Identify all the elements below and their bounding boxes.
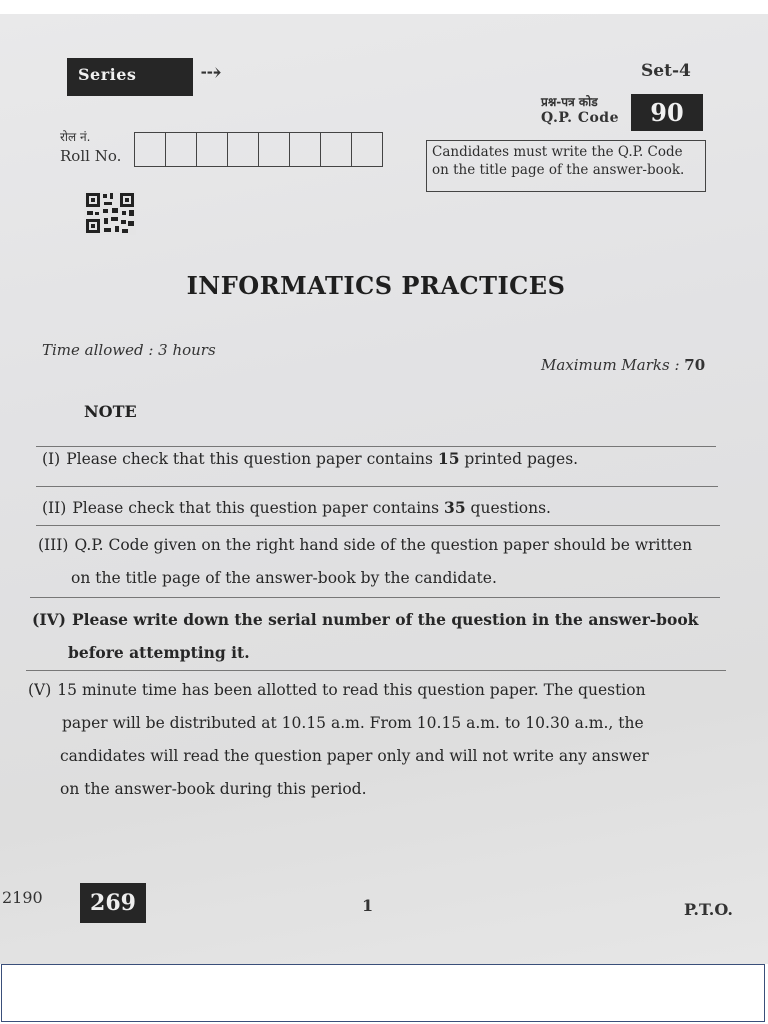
note-text: 15 minute time has been allotted to read this question paper. The question (57, 681, 646, 699)
roll-no-digit-box[interactable] (259, 133, 290, 166)
note-text: Please write down the serial number of the question in the answer-book (71, 610, 699, 629)
note-number: (III) (38, 536, 69, 554)
roll-no-boxes[interactable] (134, 132, 383, 167)
note-number: (V) (28, 681, 52, 699)
paper-title: INFORMATICS PRACTICES (186, 271, 566, 300)
note-item (32, 603, 698, 669)
qr-code-icon (84, 191, 136, 235)
note-number: (IV) (32, 610, 66, 629)
divider (26, 670, 726, 671)
note-item (38, 529, 692, 595)
note-item (42, 442, 578, 476)
roll-no-digit-box[interactable] (352, 133, 382, 166)
please-turn-over: P.T.O. (684, 900, 733, 919)
series-mark-icon: ⤏ (200, 58, 222, 88)
series-label-box: Series (67, 58, 193, 96)
page-number: 1 (362, 896, 374, 915)
notice-line: on the title page of the answer-book. (432, 162, 685, 178)
roll-no-digit-box[interactable] (166, 133, 197, 166)
qp-code-value: 90 (631, 94, 703, 131)
qp-code-hindi-label: प्रश्न-पत्र कोड (541, 95, 598, 109)
note-text: printed pages. (459, 450, 579, 468)
roll-no-label: Roll No. (60, 147, 122, 165)
time-allowed: Time allowed : 3 hours (42, 341, 216, 359)
divider (30, 597, 720, 598)
note-text: Q.P. Code given on the right hand side of the question paper should be written (74, 536, 693, 554)
divider (36, 486, 718, 487)
note-text: questions. (465, 499, 551, 517)
note-text: Please check that this question paper contains (66, 450, 438, 468)
note-text: candidates will read the question paper only and will not write any answer (60, 747, 649, 765)
note-text: Please check that this question paper contains (72, 499, 445, 517)
note-item (28, 674, 649, 806)
note-number: (I) (42, 450, 61, 468)
note-text: paper will be distributed at 10.15 a.m. From 10.15 a.m. to 10.30 a.m., the (62, 714, 644, 732)
notice-line: Candidates must write the Q.P. Code (432, 144, 683, 160)
question-paper (0, 14, 768, 964)
divider (36, 525, 720, 526)
set-label: Set-4 (641, 61, 691, 81)
note-item (42, 491, 551, 525)
roll-no-hindi-label: रोल नं. (60, 130, 91, 144)
note-text: before attempting it. (68, 643, 250, 662)
roll-no-digit-box[interactable] (321, 133, 352, 166)
note-emphasis: 15 (437, 449, 460, 468)
footer-code: 2190 (2, 888, 43, 907)
note-number: (II) (42, 499, 67, 517)
roll-no-digit-box[interactable] (197, 133, 228, 166)
note-text: on the title page of the answer-book by the candidate. (71, 569, 497, 587)
qp-code-label: Q.P. Code (541, 110, 620, 126)
qp-code-notice-box (426, 140, 706, 192)
roll-no-digit-box[interactable] (135, 133, 166, 166)
maximum-marks-label: Maximum Marks : (541, 356, 685, 374)
empty-bottom-box (1, 964, 765, 1022)
note-emphasis: 35 (444, 498, 466, 517)
maximum-marks-value: 70 (684, 356, 706, 374)
note-heading: NOTE (84, 402, 137, 421)
roll-no-digit-box[interactable] (290, 133, 321, 166)
note-text: on the answer-book during this period. (60, 780, 367, 798)
maximum-marks (541, 356, 705, 374)
footer-code-box: 269 (80, 883, 146, 923)
roll-no-digit-box[interactable] (228, 133, 259, 166)
